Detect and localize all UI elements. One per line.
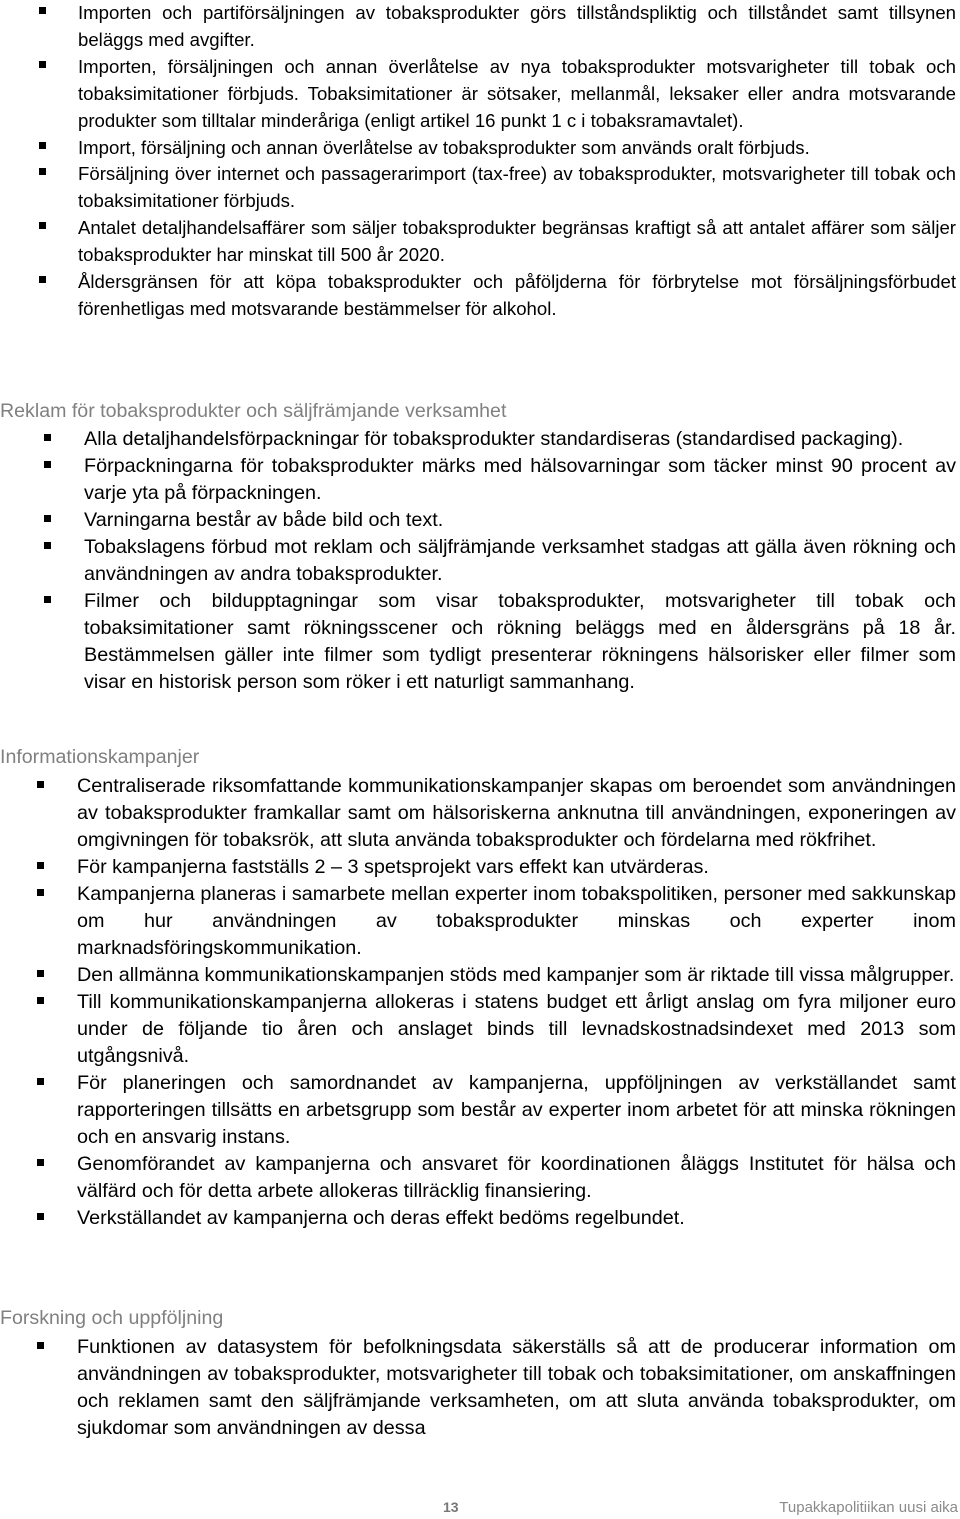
list-item xyxy=(0,1151,960,1205)
list-item xyxy=(0,215,960,269)
square-bullet-icon xyxy=(44,542,51,549)
list-item xyxy=(0,773,960,854)
list-item-text: Alla detaljhandelsförpackningar för tobaksprodukter standardiseras (standardised packaging). xyxy=(84,428,904,450)
square-bullet-icon xyxy=(44,461,51,468)
square-bullet-icon xyxy=(37,862,44,869)
list-item-text: Försäljning över internet och passagerarimport (tax-free) av tobaksprodukter, motsvarigheter till tobak och tobaksimitationer förbjuds. xyxy=(78,163,956,212)
list-item xyxy=(0,989,960,1070)
square-bullet-icon xyxy=(44,515,51,522)
list-item xyxy=(0,161,960,215)
advertising-bullet-list xyxy=(0,426,960,696)
list-item-text: Tobakslagens förbud mot reklam och säljfrämjande verksamhet stadgas att gälla även rökning och användningen av andra tobaksprodukter. xyxy=(84,536,956,585)
list-item xyxy=(0,1205,960,1232)
list-item-text: Importen, försäljningen och annan överlåtelse av nya tobaksprodukter motsvarigheter till tobak och tobaksimitationer förbjuds. Tobaksimitationer är sötsaker, mellanmål, leksaker eller andra motsvarande produkter som tilltalar minderåriga (enligt artikel 16 punkt 1 c i tobaksramavtalet). xyxy=(78,55,956,131)
section-heading-research: Forskning och uppföljning xyxy=(0,1307,224,1329)
square-bullet-icon xyxy=(39,142,46,149)
square-bullet-icon xyxy=(37,1078,44,1085)
list-item xyxy=(0,453,960,507)
list-item xyxy=(0,588,960,696)
intro-list xyxy=(0,0,960,323)
list-item-text: Funktionen av datasystem för befolkningsdata säkerställs så att de producerar information om användningen av tobaksprodukter, motsvarigheter till tobak och tobaksimitationer, om anskaffningen och reklamen samt den säljfrämjande verksamheten, om att sluta använda tobaksprodukter, om sjukdomar som användningen av dessa xyxy=(77,1336,956,1439)
list-item xyxy=(0,135,960,162)
list-item-text: Centraliserade riksomfattande kommunikationskampanjer skapas om beroendet som användningen av tobaksprodukter framkallar samt om hälsoriskerna anknutna till användningen, exponeringen av omgivningen för tobaksrök, att sluta använda tobaksprodukter och fördelarna med rökfrihet. xyxy=(77,775,956,851)
list-item-text: Genomförandet av kampanjerna och ansvaret för koordinationen åläggs Institutet för hälsa och välfärd och för detta arbete allokeras tillräcklig finansiering. xyxy=(77,1153,956,1202)
list-item-text: Till kommunikationskampanjerna allokeras i statens budget ett årligt anslag om fyra miljoner euro under de följande tio åren och anslaget binds till levnadskostnadsindexet med 2013 som utgångsnivå. xyxy=(77,991,956,1067)
list-item xyxy=(0,534,960,588)
list-item xyxy=(0,507,960,534)
list-item-text: Den allmänna kommunikationskampanjen stöds med kampanjer som är riktade till vissa målgrupper. xyxy=(77,964,955,986)
square-bullet-icon xyxy=(37,970,44,977)
intro-bullet-list xyxy=(0,0,960,323)
square-bullet-icon xyxy=(39,276,46,283)
page-number: 13 xyxy=(443,1499,459,1515)
square-bullet-icon xyxy=(39,61,46,68)
square-bullet-icon xyxy=(37,997,44,1004)
list-item-text: För planeringen och samordnandet av kampanjerna, uppföljningen av verkställandet samt rapporteringen tillsätts en arbetsgrupp som består av experter inom arbetet för att minska rökningen och en ansvarig instans. xyxy=(77,1072,956,1148)
list-item-text: Antalet detaljhandelsaffärer som säljer tobaksprodukter begränsas kraftigt så att antalet affärer som säljer tobaksprodukter har minskat till 500 år 2020. xyxy=(78,217,956,266)
list-item xyxy=(0,426,960,453)
square-bullet-icon xyxy=(37,889,44,896)
list-item-text: Varningarna består av både bild och text. xyxy=(84,509,444,531)
list-item xyxy=(0,54,960,135)
research-bullet-list xyxy=(0,1334,960,1442)
list-item xyxy=(0,0,960,54)
list-item-text: För kampanjerna fastställs 2 – 3 spetsprojekt vars effekt kan utvärderas. xyxy=(77,856,709,878)
square-bullet-icon xyxy=(37,1159,44,1166)
square-bullet-icon xyxy=(44,434,51,441)
campaigns-bullet-list xyxy=(0,773,960,1232)
research-section xyxy=(0,1334,960,1442)
advertising-section xyxy=(0,426,960,696)
footer-document-title: Tupakkapolitiikan uusi aika xyxy=(779,1499,958,1516)
list-item-text: Förpackningarna för tobaksprodukter märks med hälsovarningar som täcker minst 90 procent av varje yta på förpackningen. xyxy=(84,455,956,504)
list-item xyxy=(0,854,960,881)
section-heading-campaigns: Informationskampanjer xyxy=(0,746,200,768)
campaigns-section xyxy=(0,773,960,1232)
list-item-text: Import, försäljning och annan överlåtelse av tobaksprodukter som används oralt förbjuds. xyxy=(78,136,810,158)
square-bullet-icon xyxy=(39,7,46,14)
square-bullet-icon xyxy=(44,596,51,603)
list-item xyxy=(0,962,960,989)
square-bullet-icon xyxy=(37,1342,44,1349)
square-bullet-icon xyxy=(39,168,46,175)
list-item-text: Kampanjerna planeras i samarbete mellan experter inom tobakspolitiken, personer med sakkunskap om hur användningen av tobaksprodukter minskas och experter inom marknadsföringskommunikation. xyxy=(77,883,956,959)
section-heading-advertising: Reklam för tobaksprodukter och säljfrämjande verksamhet xyxy=(0,400,507,422)
list-item xyxy=(0,269,960,323)
list-item-text: Verkställandet av kampanjerna och deras effekt bedöms regelbundet. xyxy=(77,1207,685,1229)
list-item xyxy=(0,1334,960,1442)
square-bullet-icon xyxy=(37,781,44,788)
square-bullet-icon xyxy=(37,1213,44,1220)
list-item xyxy=(0,1070,960,1151)
list-item-text: Importen och partiförsäljningen av tobaksprodukter görs tillståndspliktig och tillståndet samt tillsynen beläggs med avgifter. xyxy=(78,2,956,50)
square-bullet-icon xyxy=(39,222,46,229)
list-item-text: Filmer och bildupptagningar som visar tobaksprodukter, motsvarigheter till tobak och tobaksimitationer samt rökningsscener och rökning beläggs med en åldersgräns på 18 år. Bestämmelsen gäller inte filmer som tydligt presenterar rökningens hälsorisker eller filmer som visar en historisk person som röker i ett naturligt sammanhang. xyxy=(84,590,956,693)
list-item-text: Åldersgränsen för att köpa tobaksprodukter och påföljderna för förbrytelse mot försäljningsförbudet förenhetligas med motsvarande bestämmelser för alkohol. xyxy=(78,271,956,319)
list-item xyxy=(0,881,960,962)
